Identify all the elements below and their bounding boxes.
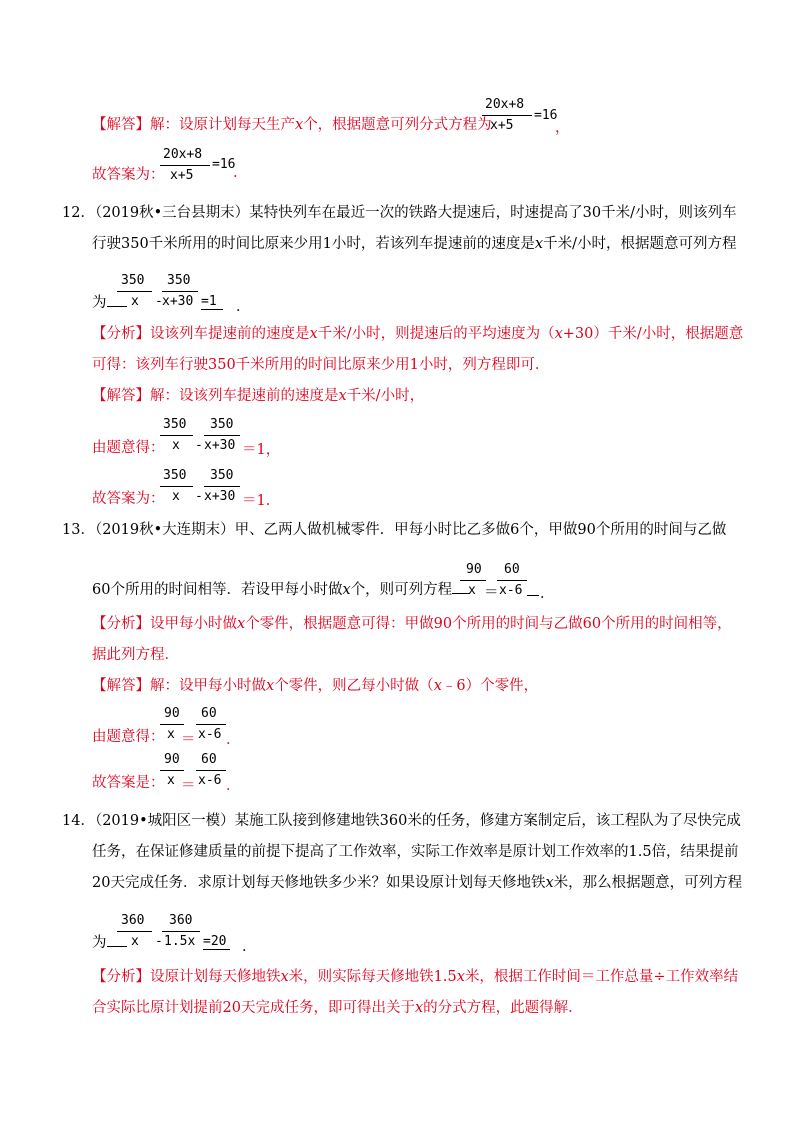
q12-eq-f2-num: 350 (210, 417, 234, 432)
q14-period: ． (242, 939, 257, 955)
q13-eq-sign: ＝ (181, 732, 196, 748)
q14-f1-den: x (131, 934, 139, 949)
fraction-bar (196, 724, 226, 725)
q11-final-num: 20x+8 (163, 147, 203, 162)
q13-final-f2-num: 60 (201, 752, 217, 767)
q13-final-f1-num: 90 (164, 752, 180, 767)
q13-final-dot: ． (226, 778, 241, 794)
q11-final-den: x+5 (170, 168, 194, 183)
answer-tag: 【解答】 (92, 117, 150, 133)
q12-eq-f2-den: x+30 (204, 438, 236, 453)
q14-line2: 任务，在保证修建质量的前提下提高了工作效率，实际工作效率是原计划工作效率的1.5倍，结果提前 (92, 844, 739, 860)
fraction-bar (160, 770, 184, 771)
q13-f1-den: x (468, 583, 476, 598)
q13-eq-f1-num: 90 (164, 706, 180, 721)
q14-minus: - (155, 934, 163, 949)
q13-final-label: 故答案是： (92, 775, 165, 791)
q13-eq-f2-num: 60 (201, 706, 217, 721)
q14-analysis-1: 【分析】设原计划每天修地铁x米，则实际每天修地铁1.5x米，根据工作时间＝工作总量÷工作效率结 (92, 969, 739, 985)
fraction-bar (160, 435, 193, 436)
q13-eq-f2-den: x-6 (198, 727, 222, 742)
q13-analysis-1: 【分析】设甲每小时做x个零件，根据题意可得：甲做90个所用的时间与乙做60个所用的时间相等， (92, 616, 732, 632)
q11-final-label: 故答案为： (92, 167, 165, 183)
q14-analysis-2: 合实际比原计划提前20天完成任务，即可得出关于x的分式方程，此题得解． (92, 1000, 583, 1016)
q12-blank-line: 为 (92, 293, 127, 313)
answer-tag: 【解答】 (92, 388, 150, 404)
q12-final-f2-den: x+30 (204, 489, 236, 504)
q13-line1: 13．（2019秋•大连期末）甲、乙两人做机械零件．甲每小时比乙多做6个，甲做90个所用的时间与乙做 (62, 522, 727, 538)
q12-final-f1-den: x (172, 489, 180, 504)
q12-analysis-1: 【分析】设该列车提速前的速度是x千米/小时，则提速后的平均速度为（x+30）千米/小时，根据题意 (92, 326, 744, 342)
q13-line2: 60个所用的时间相等．若设甲每小时做x个，则可列方程 (92, 580, 470, 600)
q12-eq-one-cn: ＝1， (242, 442, 281, 458)
q12-line1: 12．（2019秋•三台县期末）某特快列车在最近一次的铁路大提速后，时速提高了30千米/小时，则该列车 (62, 205, 737, 221)
q12-by-title: 由题意得： (92, 440, 165, 456)
q12-analysis-2: 可得：该列车行驶350千米所用的时间比原来少用1小时，列方程即可． (92, 357, 550, 373)
q14-f2-num: 360 (169, 913, 193, 928)
analysis-tag: 【分析】 (92, 616, 150, 632)
q14-f1-num: 360 (121, 913, 145, 928)
q11-eq: =16 (534, 108, 558, 123)
q13-f2-num: 60 (504, 562, 520, 577)
q12-final-f1-num: 350 (163, 468, 187, 483)
fraction-bar (117, 291, 152, 292)
q11-final-eq: =16 (212, 157, 236, 172)
q14-line1: 14．（2019•城阳区一模）某施工队接到修建地铁360米的任务，修建方案制定后，该工程队为了尽快完成 (62, 813, 741, 829)
fraction-bar (160, 165, 210, 166)
fraction-bar (117, 931, 152, 932)
q12-final-label: 故答案为： (92, 491, 165, 507)
answer-tag: 【解答】 (92, 678, 150, 694)
q12-f2-den: x+30 (162, 294, 194, 309)
q12-final-f2-num: 350 (210, 468, 234, 483)
fraction-bar (196, 770, 226, 771)
q13-f2-den: x-6 (499, 583, 523, 598)
fraction-bar (204, 486, 240, 487)
q13-final-f2-den: x-6 (198, 773, 222, 788)
q12-eq-one: =1 (201, 294, 223, 310)
q12-eq-f1-num: 350 (163, 417, 187, 432)
q12-line2: 行驶350千米所用的时间比原来少用1小时，若该列车提速前的速度是x千米/小时，根据题意可列方程 (92, 236, 737, 252)
q13-answer-1: 【解答】解：设甲每小时做x个零件，则乙每小时做（x﹣6）个零件， (92, 678, 539, 694)
q12-minus: - (155, 294, 163, 309)
q13-analysis-2: 据此列方程． (92, 647, 179, 663)
q12-answer-1: 【解答】解：设该列车提速前的速度是x千米/小时， (92, 388, 425, 404)
fraction-bar (162, 291, 198, 292)
fraction-bar (482, 115, 532, 116)
q13-f1-num: 90 (466, 562, 482, 577)
q12-eq-minus: - (195, 438, 203, 453)
fraction-bar (160, 724, 184, 725)
q14-f2-den: 1.5x (164, 934, 196, 949)
q13-eq-dot: ． (226, 732, 241, 748)
q13-eq-f1-den: x (167, 727, 175, 742)
fraction-bar (204, 435, 240, 436)
q12-f1-den: x (131, 294, 139, 309)
q11-answer-line: 【解答】解：设原计划每天生产x个，根据题意可列分式方程为 (92, 117, 492, 133)
q11-frac-den: x+5 (490, 118, 514, 133)
q13-eqsign: ＝ (484, 585, 499, 601)
q13-final-f1-den: x (167, 773, 175, 788)
q13-by-title: 由题意得： (92, 729, 165, 745)
q14-line3: 20天完成任务．求原计划每天修地铁多少米？如果设原计划每天修地铁x米，那么根据题意，可列方程 (92, 875, 743, 891)
q14-blank-line: 为 (92, 933, 127, 953)
fraction-bar (160, 486, 193, 487)
analysis-tag: 【分析】 (92, 969, 150, 985)
q13-final-eq-sign: ＝ (181, 778, 196, 794)
q12-final-minus: - (195, 489, 203, 504)
q14-eq-twenty: =20 (203, 934, 230, 950)
fraction-bar (460, 580, 486, 581)
q12-f1-num: 350 (121, 273, 145, 288)
q12-f2-num: 350 (167, 273, 191, 288)
fraction-bar (497, 580, 527, 581)
q12-eq-f1-den: x (172, 438, 180, 453)
q13-period: ． (540, 586, 555, 602)
answer-blank (527, 595, 539, 596)
analysis-tag: 【分析】 (92, 326, 150, 342)
q12-final-eq-one: ＝1． (242, 493, 281, 509)
fraction-bar (162, 931, 200, 932)
q11-frac-num: 20x+8 (485, 97, 525, 112)
